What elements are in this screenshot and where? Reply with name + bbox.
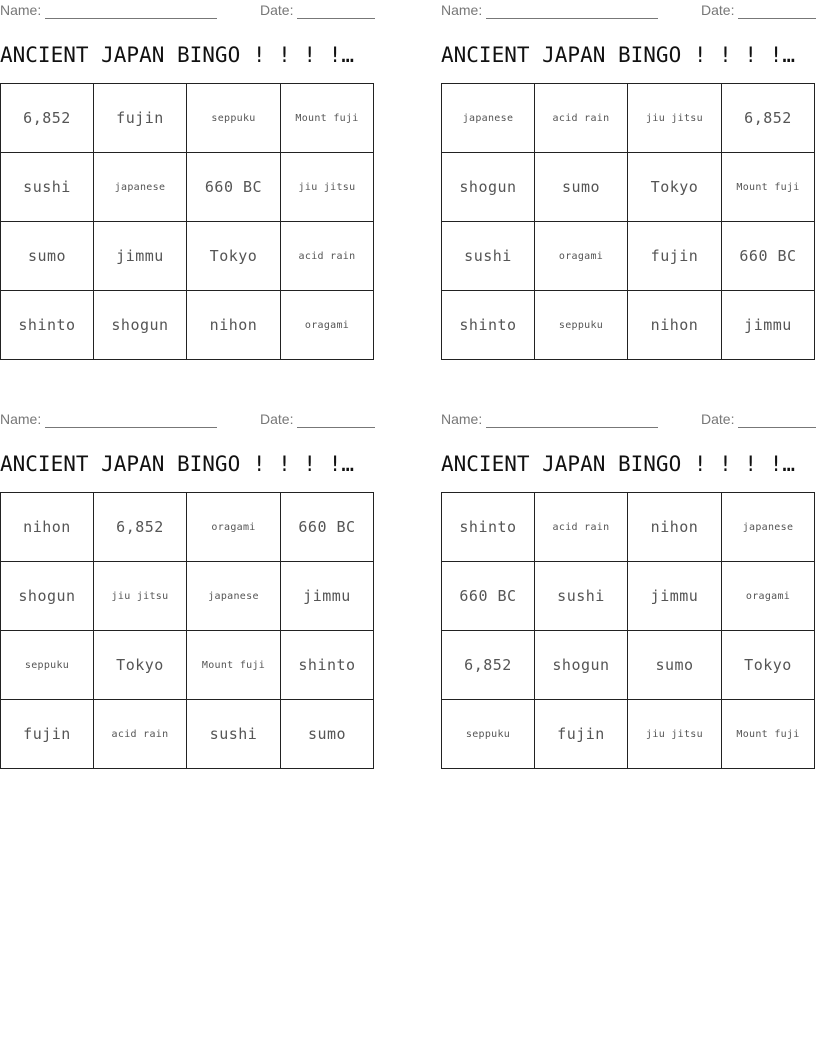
bingo-cell: jiu jitsu bbox=[94, 562, 187, 631]
bingo-cell: nihon bbox=[628, 291, 722, 360]
card-title: ANCIENT JAPAN BINGO ! ! ! !… bbox=[0, 452, 355, 476]
bingo-cell: sumo bbox=[628, 631, 722, 700]
bingo-card-3 bbox=[0, 409, 375, 769]
bingo-grid bbox=[441, 492, 815, 769]
bingo-cell: sumo bbox=[281, 700, 374, 769]
bingo-cell: Mount fuji bbox=[722, 700, 815, 769]
name-blank-line[interactable] bbox=[486, 427, 658, 428]
name-date-row bbox=[0, 409, 375, 431]
date-label: Date: bbox=[701, 411, 735, 427]
bingo-cell: shinto bbox=[1, 291, 94, 360]
date-blank-line[interactable] bbox=[297, 427, 375, 428]
bingo-cell: 6,852 bbox=[1, 84, 94, 153]
bingo-cell: oragami bbox=[187, 493, 281, 562]
name-label: Name: bbox=[441, 411, 483, 427]
bingo-cell: seppuku bbox=[187, 84, 281, 153]
bingo-cell: shinto bbox=[442, 291, 535, 360]
bingo-cell: Mount fuji bbox=[187, 631, 281, 700]
bingo-cell: Tokyo bbox=[628, 153, 722, 222]
bingo-card-4 bbox=[441, 409, 816, 769]
bingo-cell: nihon bbox=[628, 493, 722, 562]
bingo-cell: jimmu bbox=[94, 222, 187, 291]
bingo-cell: 6,852 bbox=[94, 493, 187, 562]
bingo-cell: acid rain bbox=[281, 222, 374, 291]
bingo-cell: jimmu bbox=[628, 562, 722, 631]
bingo-card-2 bbox=[441, 0, 816, 360]
bingo-cell: sushi bbox=[1, 153, 94, 222]
bingo-cell: sushi bbox=[535, 562, 628, 631]
bingo-cell: japanese bbox=[187, 562, 281, 631]
bingo-cell: jimmu bbox=[281, 562, 374, 631]
bingo-cell: shinto bbox=[442, 493, 535, 562]
bingo-cell: nihon bbox=[1, 493, 94, 562]
bingo-cell: oragami bbox=[722, 562, 815, 631]
name-date-row bbox=[441, 409, 816, 431]
bingo-cell: seppuku bbox=[442, 700, 535, 769]
bingo-cell: shinto bbox=[281, 631, 374, 700]
name-blank-line[interactable] bbox=[45, 18, 217, 19]
bingo-cell: shogun bbox=[1, 562, 94, 631]
bingo-cell: 660 BC bbox=[722, 222, 815, 291]
card-title: ANCIENT JAPAN BINGO ! ! ! !… bbox=[441, 452, 796, 476]
bingo-cell: 660 BC bbox=[281, 493, 374, 562]
bingo-cell: oragami bbox=[535, 222, 628, 291]
date-label: Date: bbox=[701, 2, 735, 18]
date-label: Date: bbox=[260, 2, 294, 18]
bingo-cell: jiu jitsu bbox=[628, 700, 722, 769]
bingo-cell: jiu jitsu bbox=[281, 153, 374, 222]
bingo-cell: Tokyo bbox=[94, 631, 187, 700]
bingo-cell: 660 BC bbox=[187, 153, 281, 222]
bingo-cell: 6,852 bbox=[722, 84, 815, 153]
bingo-cell: japanese bbox=[442, 84, 535, 153]
bingo-cell: jimmu bbox=[722, 291, 815, 360]
bingo-cell: 660 BC bbox=[442, 562, 535, 631]
name-label: Name: bbox=[0, 2, 42, 18]
name-label: Name: bbox=[0, 411, 42, 427]
date-label: Date: bbox=[260, 411, 294, 427]
bingo-cell: shogun bbox=[442, 153, 535, 222]
bingo-grid bbox=[441, 83, 815, 360]
bingo-cell: shogun bbox=[535, 631, 628, 700]
bingo-cell: fujin bbox=[94, 84, 187, 153]
name-label: Name: bbox=[441, 2, 483, 18]
card-title: ANCIENT JAPAN BINGO ! ! ! !… bbox=[0, 43, 355, 67]
bingo-card-1 bbox=[0, 0, 375, 360]
name-blank-line[interactable] bbox=[45, 427, 217, 428]
bingo-cell: 6,852 bbox=[442, 631, 535, 700]
bingo-cell: shogun bbox=[94, 291, 187, 360]
bingo-cell: fujin bbox=[535, 700, 628, 769]
bingo-cell: japanese bbox=[94, 153, 187, 222]
name-date-row bbox=[0, 0, 375, 22]
bingo-cell: acid rain bbox=[535, 84, 628, 153]
bingo-cell: sumo bbox=[1, 222, 94, 291]
name-date-row bbox=[441, 0, 816, 22]
card-title: ANCIENT JAPAN BINGO ! ! ! !… bbox=[441, 43, 796, 67]
bingo-cell: sumo bbox=[535, 153, 628, 222]
bingo-grid bbox=[0, 492, 374, 769]
name-blank-line[interactable] bbox=[486, 18, 658, 19]
bingo-grid bbox=[0, 83, 374, 360]
bingo-cell: Tokyo bbox=[187, 222, 281, 291]
bingo-cell: Mount fuji bbox=[722, 153, 815, 222]
bingo-cell: acid rain bbox=[94, 700, 187, 769]
bingo-cell: oragami bbox=[281, 291, 374, 360]
date-blank-line[interactable] bbox=[738, 427, 816, 428]
bingo-cell: Tokyo bbox=[722, 631, 815, 700]
date-blank-line[interactable] bbox=[738, 18, 816, 19]
bingo-cell: fujin bbox=[628, 222, 722, 291]
bingo-cell: seppuku bbox=[535, 291, 628, 360]
bingo-cell: seppuku bbox=[1, 631, 94, 700]
bingo-cell: fujin bbox=[1, 700, 94, 769]
bingo-cell: japanese bbox=[722, 493, 815, 562]
date-blank-line[interactable] bbox=[297, 18, 375, 19]
bingo-cell: sushi bbox=[187, 700, 281, 769]
bingo-cell: jiu jitsu bbox=[628, 84, 722, 153]
bingo-cell: Mount fuji bbox=[281, 84, 374, 153]
bingo-cell: acid rain bbox=[535, 493, 628, 562]
bingo-cell: nihon bbox=[187, 291, 281, 360]
bingo-cell: sushi bbox=[442, 222, 535, 291]
